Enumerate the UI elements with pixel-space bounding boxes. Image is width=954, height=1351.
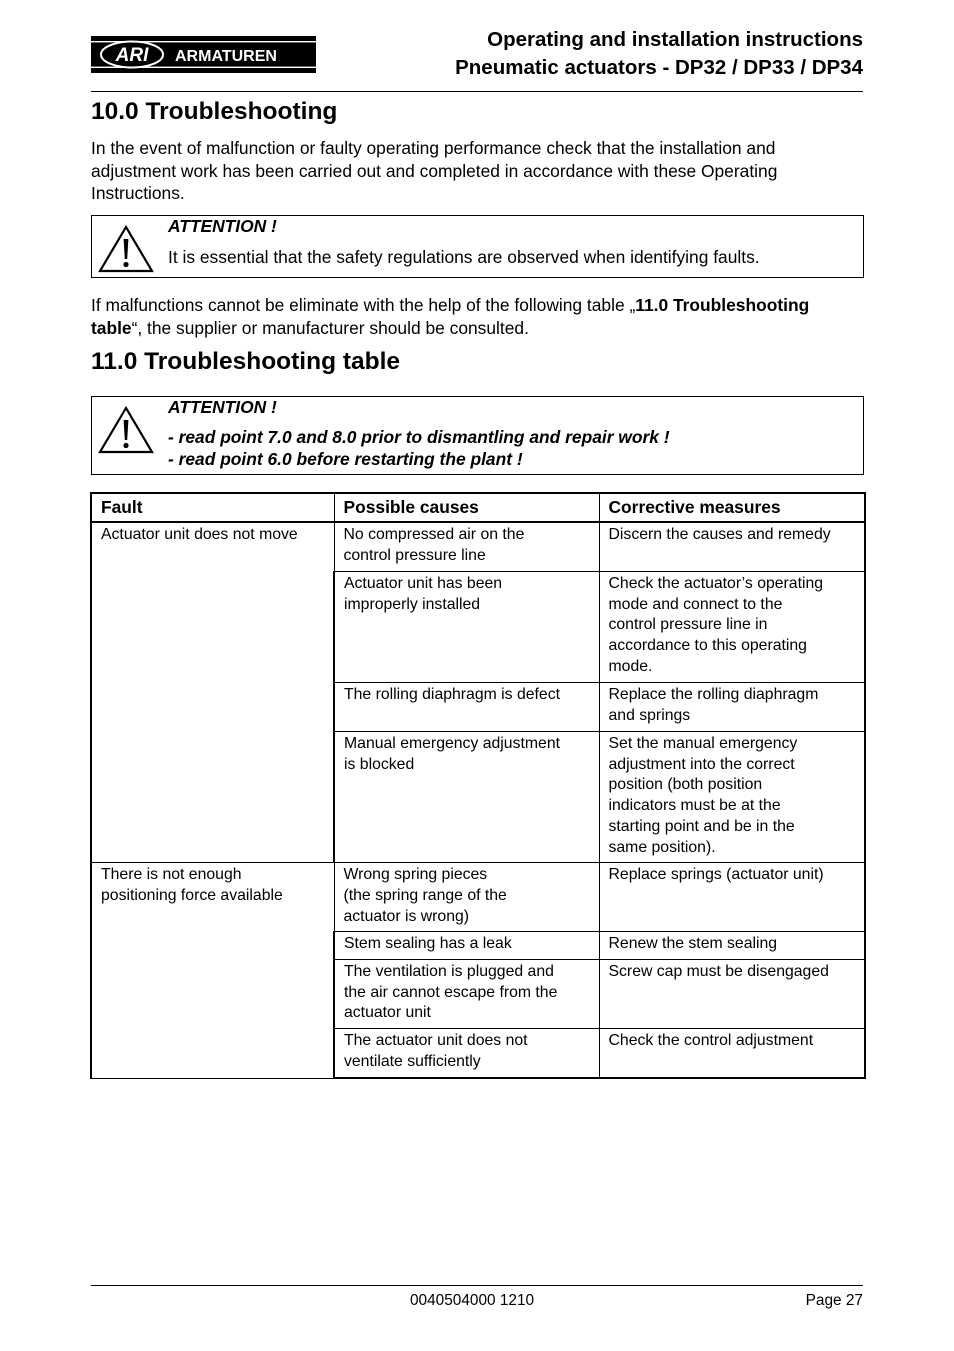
cell-line: Manual emergency adjustment xyxy=(344,735,561,752)
malfunction-note-table-ref: 11.0 Troubleshooting table xyxy=(91,295,810,338)
attention-title: ATTENTION ! xyxy=(168,216,277,236)
attention-box-repair xyxy=(91,396,864,475)
header-title-line2: Pneumatic actuators - DP32 / DP33 / DP34 xyxy=(455,56,863,79)
footer-page-number: Page 27 xyxy=(805,1292,863,1309)
cause-cell xyxy=(334,683,599,732)
cell-line: Stem sealing has a leak xyxy=(344,935,512,953)
measure-cell xyxy=(599,1029,865,1079)
cause-cell xyxy=(334,932,599,960)
footer-rule xyxy=(91,1285,863,1286)
cell-line: Replace the rolling diaphragm xyxy=(608,686,819,703)
cell-line: adjustment into the correct xyxy=(608,755,795,773)
cell-line: Discern the causes and remedy xyxy=(608,526,831,543)
cell-line: Check the actuator’s operating xyxy=(608,575,824,592)
section-11-heading: 11.0 Troubleshooting table xyxy=(91,348,401,375)
ari-armaturen-logo xyxy=(91,36,316,73)
fault-cell xyxy=(91,522,334,863)
cause-cell xyxy=(334,522,599,572)
cell-line: There is not enough xyxy=(101,866,242,884)
cell-line: No compressed air on the xyxy=(343,526,525,543)
cell-line: and springs xyxy=(608,706,691,724)
column-header-causes: Possible causes xyxy=(334,493,599,522)
attention-line-restart: - read point 6.0 before restarting the plant ! xyxy=(168,449,523,469)
cell-line: Set the manual emergency xyxy=(608,735,798,752)
fault-cell xyxy=(91,863,334,1078)
cell-line: mode. xyxy=(608,657,653,675)
column-header-measures: Corrective measures xyxy=(599,493,865,522)
table-header-row xyxy=(91,493,865,522)
cause-cell xyxy=(334,572,599,683)
cell-line: The actuator unit does not xyxy=(344,1032,528,1050)
cell-line: Replace springs (actuator unit) xyxy=(608,866,824,884)
malfunction-note xyxy=(91,294,863,339)
warning-triangle-icon xyxy=(97,224,155,274)
measure-cell xyxy=(599,932,865,960)
cell-line: actuator unit xyxy=(344,1004,431,1022)
cell-line: The ventilation is plugged and xyxy=(344,963,554,981)
cell-line: (the spring range of the xyxy=(343,886,507,904)
measure-cell xyxy=(599,960,865,1029)
cell-line: control pressure line in xyxy=(608,616,768,634)
cell-line: ventilate sufficiently xyxy=(344,1052,481,1070)
cause-cell xyxy=(334,960,599,1029)
cell-line: Wrong spring pieces xyxy=(343,866,488,884)
header-title-line1: Operating and installation instructions xyxy=(487,28,863,51)
section-10-intro: In the event of malfunction or faulty operating performance check that the installation and adjustment work has been carried out and completed in accordance with these Operating Instructions. xyxy=(91,138,778,203)
cell-line: same position). xyxy=(608,838,716,856)
attention-box-safety xyxy=(91,215,864,278)
cause-cell xyxy=(334,732,599,863)
cell-line: improperly installed xyxy=(344,595,481,613)
cell-line: Actuator unit has been xyxy=(344,575,503,592)
cell-line: is blocked xyxy=(344,755,415,773)
header-rule xyxy=(91,91,863,92)
cell-line: the air cannot escape from the xyxy=(344,983,558,1001)
malfunction-note-end: “, the supplier or manufacturer should be consulted. xyxy=(131,317,529,338)
cell-line: actuator is wrong) xyxy=(343,907,470,925)
cell-line: position (both position xyxy=(608,776,763,794)
cell-line: indicators must be at the xyxy=(608,797,781,815)
cell-line: control pressure line xyxy=(343,546,486,564)
troubleshooting-table xyxy=(90,492,866,1079)
column-header-fault: Fault xyxy=(91,493,334,522)
header-title xyxy=(455,26,863,82)
table-row xyxy=(91,863,865,932)
measure-cell xyxy=(599,732,865,863)
cell-line: Screw cap must be disengaged xyxy=(608,963,829,981)
measure-cell xyxy=(599,863,865,932)
cell-line: accordance to this operating xyxy=(608,637,807,655)
cell-line: Actuator unit does not move xyxy=(101,526,298,543)
cell-line: The rolling diaphragm is defect xyxy=(344,686,561,703)
cell-line: mode and connect to the xyxy=(608,595,783,613)
measure-cell xyxy=(599,572,865,683)
section-10-heading: 10.0 Troubleshooting xyxy=(91,98,338,125)
attention-line-repair: - read point 7.0 and 8.0 prior to dismantling and repair work ! xyxy=(168,426,670,447)
cell-line: starting point and be in the xyxy=(608,817,795,835)
footer-document-number: 0040504000 1210 xyxy=(410,1292,535,1309)
table-row xyxy=(91,522,865,572)
measure-cell xyxy=(599,683,865,732)
attention-text: It is essential that the safety regulations are observed when identifying faults. xyxy=(168,246,760,267)
cell-line: Renew the stem sealing xyxy=(608,935,778,953)
warning-triangle-icon xyxy=(97,405,155,455)
cell-line: Check the control adjustment xyxy=(608,1032,814,1050)
cell-line: positioning force available xyxy=(101,886,283,904)
attention-title: ATTENTION ! xyxy=(168,397,277,417)
measure-cell xyxy=(599,522,865,572)
svg-text:ARI: ARI xyxy=(115,45,149,66)
malfunction-note-start: If malfunctions cannot be eliminate with the help of the following table „ xyxy=(91,295,636,315)
svg-text:ARMATUREN: ARMATUREN xyxy=(175,48,277,65)
cause-cell xyxy=(334,1029,599,1079)
cause-cell xyxy=(334,863,599,932)
